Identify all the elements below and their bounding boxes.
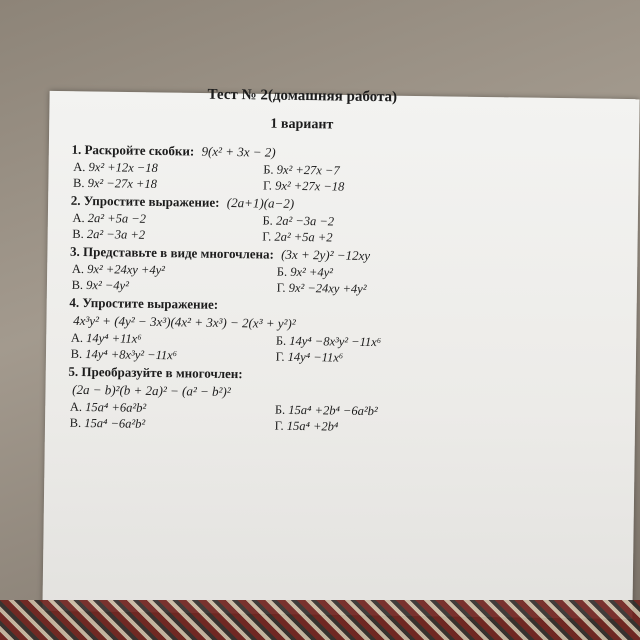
test-sheet — [68, 85, 533, 437]
question-3-options — [72, 262, 530, 299]
option-v: В. 9x² −27x +18 — [72, 175, 157, 191]
question-1-options — [73, 160, 531, 197]
question-4-label: 4. Упростите выражение: — [69, 294, 219, 312]
option-v: В. 14y⁴ +8x³y² −11x⁶ — [70, 346, 178, 363]
option-a: А. 2a² +5a −2 — [72, 210, 147, 226]
question-5-options — [70, 400, 528, 437]
option-b: Б. 14y⁴ −8x³y² −11x⁶ — [275, 333, 382, 350]
option-g: Г. 9x² −24xy +4y² — [276, 280, 367, 296]
question-1-expr: 9(x² + 3x − 2) — [201, 143, 276, 160]
question-3-expr: (3x + 2y)² −12xy — [281, 246, 371, 263]
variant-label: 1 вариант — [270, 116, 334, 133]
option-a: А. 9x² +24xy +4y² — [71, 261, 166, 278]
option-v: В. 9x² −4y² — [71, 277, 129, 293]
option-b: Б. 9x² +27x −7 — [263, 162, 340, 178]
option-g: Г. 14y⁴ −11x⁶ — [275, 349, 344, 365]
question-4-options — [71, 331, 529, 368]
question-3-label: 3. Представьте в виде многочлена: — [70, 243, 275, 262]
question-5-expr: (2a − b)²(b + 2a)² − (a² − b²)² — [72, 381, 231, 400]
option-b: Б. 9x² +4y² — [276, 264, 334, 280]
question-2-options — [72, 211, 530, 248]
option-b: Б. 2a² −3a −2 — [262, 213, 335, 229]
option-a: А. 15a⁴ +6a²b² — [69, 399, 147, 415]
question-2-label: 2. Упростите выражение: — [70, 192, 220, 210]
option-g: Г. 9x² +27x −18 — [262, 178, 345, 194]
question-5-label: 5. Преобразуйте в многочлен: — [68, 363, 243, 382]
test-title: Тест № 2(домашняя работа) — [207, 86, 398, 106]
option-v: В. 2a² −3a +2 — [72, 226, 146, 242]
option-g: Г. 15a⁴ +2b⁴ — [274, 418, 339, 434]
option-v: В. 15a⁴ −6a²b² — [69, 415, 146, 431]
option-g: Г. 2a² +5a +2 — [262, 229, 333, 245]
option-a: А. 14y⁴ +11x⁶ — [70, 330, 142, 346]
carpet-pattern — [0, 600, 640, 640]
option-b: Б. 15a⁴ +2b⁴ −6a²b² — [274, 402, 378, 419]
option-a: А. 9x² +12x −18 — [73, 159, 158, 176]
question-1-label: 1. Раскройте скобки: — [71, 141, 195, 159]
question-4-expr: 4x³y² + (4y² − 3x³)(4x² + 3x³) − 2(x³ + y²)² — [73, 312, 296, 331]
question-2-expr: (2a+1)(a−2) — [226, 194, 295, 211]
